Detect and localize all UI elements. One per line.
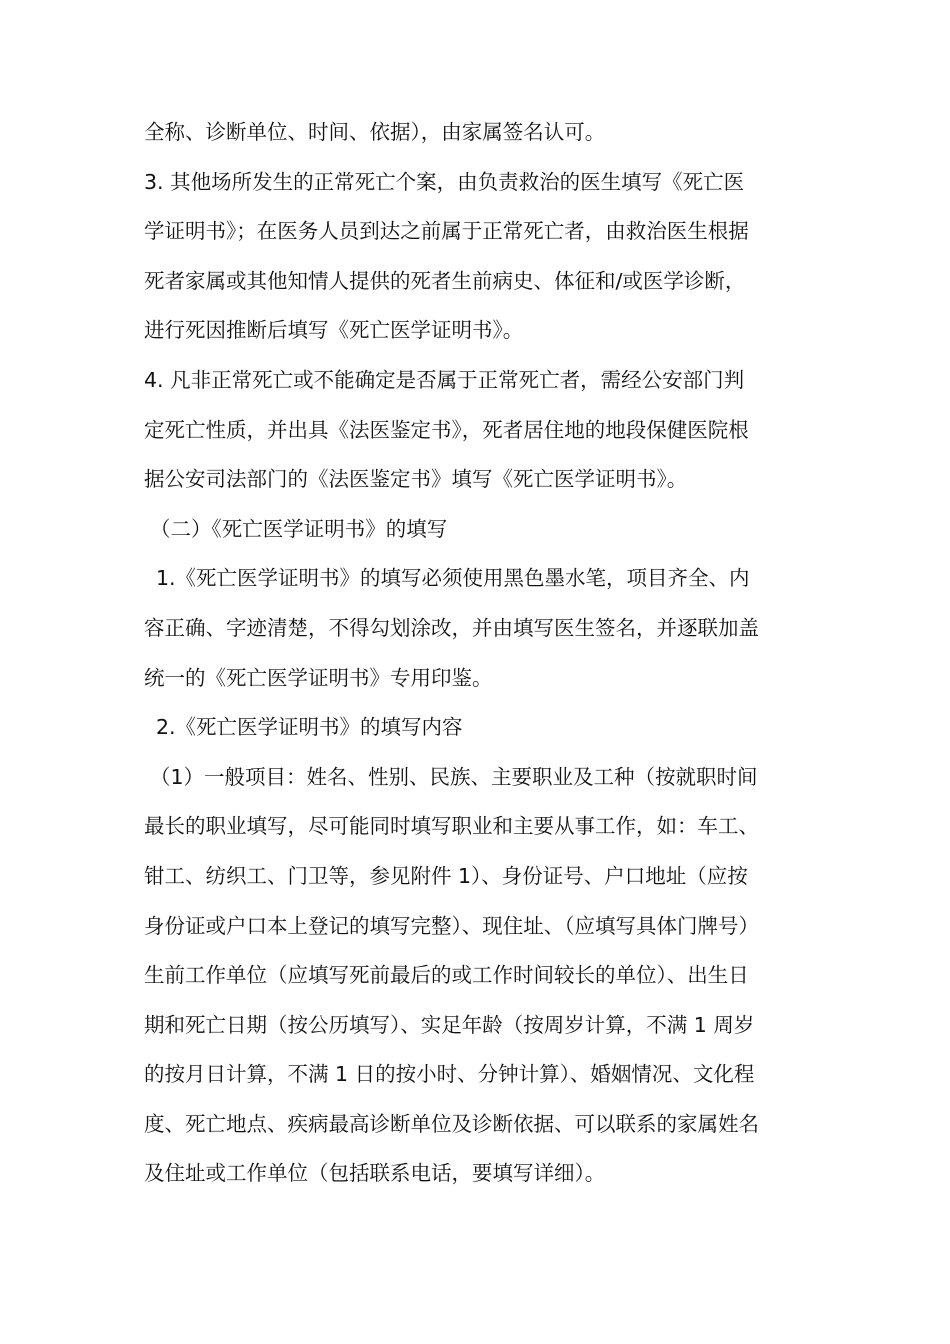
text-line: 死者家属或其他知情人提供的死者生前病史、体征和/或医学诊断， [144, 268, 746, 293]
text-line: 据公安司法部门的《法医鉴定书》填写《死亡医学证明书》。 [144, 467, 688, 492]
text-line: 4. 凡非正常死亡或不能确定是否属于正常死亡者，需经公安部门判 [144, 367, 745, 392]
text-line: （1）一般项目：姓名、性别、民族、主要职业及工种（按就职时间 [150, 764, 758, 789]
text-line: 的按月日计算，不满 1 日的按小时、分钟计算）、婚姻情况、文化程 [144, 1062, 755, 1087]
text-line: 统一的《死亡医学证明书》专用印鉴。 [144, 665, 493, 690]
text-line: 进行死因推断后填写《死亡医学证明书》。 [144, 318, 524, 343]
text-line: 全称、诊断单位、时间、依据），由家属签名认可。 [144, 120, 606, 144]
text-line: 3. 其他场所发生的正常死亡个案，由负责救治的医生填写《死亡医 [144, 169, 745, 194]
subsection-heading: 2.《死亡医学证明书》的填写内容 [156, 715, 463, 740]
text-line: 度、死亡地点、疾病最高诊断单位及诊断依据、可以联系的家属姓名 [144, 1111, 759, 1136]
text-line: 容正确、字迹清楚，不得勾划涂改，并由填写医生签名，并逐联加盖 [144, 615, 759, 640]
text-line: 身份证或户口本上登记的填写完整）、现住址、（应填写具体门牌号） [144, 913, 759, 938]
text-line: 生前工作单位（应填写死前最后的或工作时间较长的单位）、出生日 [144, 963, 749, 988]
text-line: 及住址或工作单位（包括联系电话，要填写详细）。 [144, 1161, 606, 1186]
section-heading: （二）《死亡医学证明书》的填写 [150, 516, 448, 541]
text-line: 定死亡性质，并出具《法医鉴定书》，死者居住地的地段保健医院根 [144, 417, 749, 442]
text-line: 期和死亡日期（按公历填写）、实足年龄（按周岁计算，不满 1 周岁 [144, 1012, 755, 1037]
text-line: 学证明书》；在医务人员到达之前属于正常死亡者，由救治医生根据 [144, 219, 749, 244]
text-line: 最长的职业填写，尽可能同时填写职业和主要从事工作，如：车工、 [144, 814, 759, 839]
text-line: 1.《死亡医学证明书》的填写必须使用黑色墨水笔，项目齐全、内 [156, 566, 750, 591]
text-line: 钳工、纺织工、门卫等，参见附件 1）、身份证号、户口地址（应按 [144, 863, 748, 888]
document-body [144, 108, 808, 1199]
